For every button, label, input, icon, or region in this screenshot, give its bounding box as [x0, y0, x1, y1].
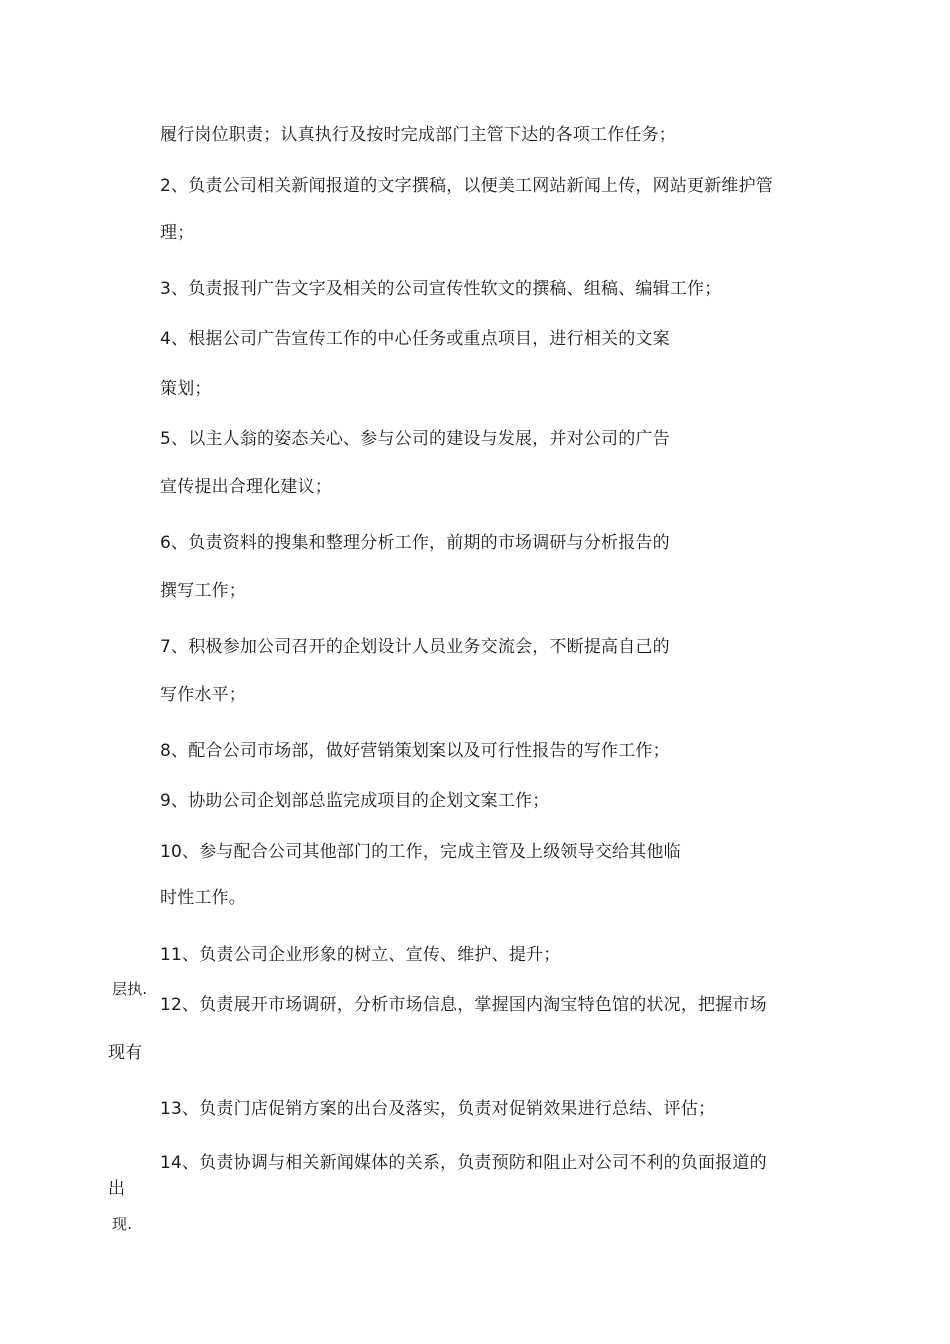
text-line-item-3: 3、负责报刊广告文字及相关的公司宣传性软文的撰稿、组稿、编辑工作； — [160, 279, 722, 299]
text-line-item-2: 2、负责公司相关新闻报道的文字撰稿，以便美工网站新闻上传，网站更新维护管 — [160, 176, 774, 196]
text-line-item-4-cont: 策划； — [160, 379, 212, 399]
text-line-item-9: 9、协助公司企划部总监完成项目的企划文案工作； — [160, 791, 550, 811]
text-line-item-6-cont: 撰写工作； — [160, 581, 246, 601]
text-line-item-11: 11、负责公司企业形象的树立、宣传、维护、提升； — [160, 945, 561, 965]
text-line-item-8: 8、配合公司市场部，做好营销策划案以及可行性报告的写作工作； — [160, 741, 670, 761]
text-line-item-12: 12、负责展开市场调研，分析市场信息，掌握国内淘宝特色馆的状况，把握市场 — [160, 995, 767, 1015]
text-fragment-left-1: 层执. — [112, 980, 148, 998]
text-line-item-13: 13、负责门店促销方案的出台及落实，负责对促销效果进行总结、评估； — [160, 1099, 716, 1119]
text-line-intro: 履行岗位职责；认真执行及按时完成部门主管下达的各项工作任务； — [160, 125, 676, 145]
text-line-item-12-cont: 现有 — [108, 1043, 143, 1063]
text-fragment-left-2: 现. — [112, 1215, 133, 1233]
text-line-item-7-cont: 写作水平； — [160, 685, 246, 705]
text-line-item-5-cont: 宣传提出合理化建议； — [160, 477, 332, 497]
text-line-item-2-cont: 理； — [160, 223, 195, 243]
text-line-item-4: 4、根据公司广告宣传工作的中心任务或重点项目，进行相关的文案 — [160, 329, 670, 349]
text-line-item-10: 10、参与配合公司其他部门的工作，完成主管及上级领导交给其他临 — [160, 842, 681, 862]
text-line-item-5: 5、以主人翁的姿态关心、参与公司的建设与发展，并对公司的广告 — [160, 429, 670, 449]
text-line-item-14: 14、负责协调与相关新闻媒体的关系，负责预防和阻止对公司不利的负面报道的 — [160, 1153, 767, 1173]
text-line-item-10-cont: 时性工作。 — [160, 888, 246, 908]
text-line-item-7: 7、积极参加公司召开的企划设计人员业务交流会，不断提高自己的 — [160, 637, 670, 657]
text-line-item-6: 6、负责资料的搜集和整理分析工作，前期的市场调研与分析报告的 — [160, 533, 670, 553]
text-line-item-14-cont: 出 — [108, 1179, 126, 1199]
